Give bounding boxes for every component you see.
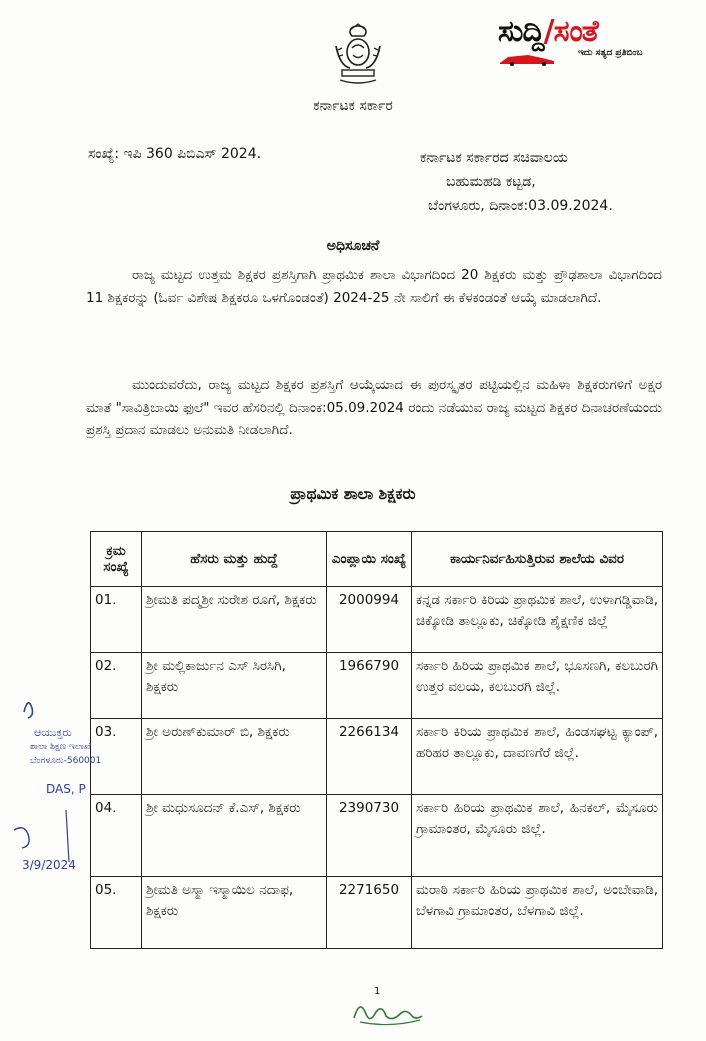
table-row (91, 587, 663, 653)
cell-school: ಸರ್ಕಾರಿ ಕಿರಿಯ ಪ್ರಾಥಮಿಕ ಶಾಲೆ, ಹಿಂಡಸಘಟ್ಟ ಕ್ಯಾಂಪ್, ಹರಿಹರ ತಾಲ್ಲೂಕು, ದಾವಣಗೆರೆ ಜಿಲ್ಲೆ. (412, 719, 663, 795)
notification-title: ಅಧಿಸೂಚನೆ (326, 238, 380, 254)
cell-school: ಕನ್ನಡ ಸರ್ಕಾರಿ ಕಿರಿಯ ಪ್ರಾಥಮಿಕ ಶಾಲೆ, ಉಳಾಗಡ್ಡಿವಾಡಿ, ಚಿಕ್ಕೋಡಿ ತಾಲ್ಲೂಕು, ಚಿಕ್ಕೋಡಿ ಶೈಕ್ಷಣಿಕ ಜಿಲ್ಲೆ (412, 587, 663, 653)
paragraph-award: ಮುಂದುವರೆದು, ರಾಜ್ಯ ಮಟ್ಟದ ಶಿಕ್ಷಕರ ಪ್ರಶಸ್ತಿಗೆ ಆಯ್ಕೆಯಾದ ಈ ಪುರಸ್ಕೃತರ ಪಟ್ಟಿಯಲ್ಲಿನ ಮಹಿಳಾ ಶಿಕ್ಷಕರುಗಳಿಗೆ ಅಕ್ಷರ ಮಾತೆ "ಸಾವಿತ್ರಿಬಾಯಿ ಫುಲೆ" ಇವರ ಹೆಸರಿನಲ್ಲಿ ದಿನಾಂಕ:05.09.2024 ರಂದು ನಡೆಯುವ ರಾಜ್ಯ ಮಟ್ಟದ ಶಿಕ್ಷಕರ ದಿನಾಚರಣೆಯಂದು ಪ್ರಶಸ್ತಿ ಪ್ರದಾನ ಮಾಡಲು ಅನುಮತಿ ನೀಡಲಾಗಿದೆ. (86, 377, 662, 438)
header-employee-id: ಎಂಪ್ಲಾಯಿ ಸಂಖ್ಯೆ (327, 532, 412, 587)
office-address (420, 146, 613, 218)
header-serial: ಕ್ರಮ ಸಂಖ್ಯೆ (91, 532, 142, 587)
logo-slash: / (543, 14, 554, 49)
paragraph-selection: ರಾಜ್ಯ ಮಟ್ಟದ ಉತ್ತಮ ಶಿಕ್ಷಕರ ಪ್ರಶಸ್ತಿಗಾಗಿ ಪ್ರಾಥಮಿಕ ಶಾಲಾ ವಿಭಾಗದಿಂದ 20 ಶಿಕ್ಷಕರು ಮತ್ತು ಪ್ರೌಢಶಾಲಾ ವಿಭಾಗದಿಂದ 11 ಶಿಕ್ಷಕರನ್ನು (ಓರ್ವ ವಿಶೇಷ ಶಿಕ್ಷಕರೂ ಒಳಗೊಂಡಂತೆ) 2024-25 ನೇ ಸಾಲಿಗೆ ಈ ಕೆಳಕಂಡಂತೆ ಆಯ್ಕೆ ಮಾಡಲಾಗಿದೆ. (86, 267, 662, 306)
header-name: ಹೆಸರು ಮತ್ತು ಹುದ್ದೆ (142, 532, 327, 587)
reference-number: ಸಂಖ್ಯೆ: ಇಪಿ 360 ಪಿಬಿಎಸ್ 2024. (88, 146, 262, 162)
table-row (91, 795, 663, 877)
awardee-table (90, 531, 663, 949)
logo-text-part1: ಸುದ್ದಿ (498, 14, 544, 49)
stamp-line3: ಬೆಂಗಳೂರು-560001 (30, 756, 102, 766)
section-title: ಪ್ರಾಥಮಿಕ ಶಾಲಾ ಶಿಕ್ಷಕರು (290, 485, 416, 503)
car-icon (498, 52, 558, 66)
table-row (91, 877, 663, 949)
cell-name: ಶ್ರೀ ಅರುಣ್‌ಕುಮಾರ್ ಬಿ, ಶಿಕ್ಷಕರು (142, 719, 327, 795)
cell-name: ಶ್ರೀ ಮಧುಸೂದನ್ ಕೆ.ಎಸ್, ಶಿಕ್ಷಕರು (142, 795, 327, 877)
cell-school: ಸರ್ಕಾರಿ ಹಿರಿಯ ಪ್ರಾಥಮಿಕ ಶಾಲೆ, ಹಿನಕಲ್, ಮೈಸೂರು ಗ್ರಾಮಾಂತರ, ಮೈಸೂರು ಜಿಲ್ಲೆ. (412, 795, 663, 877)
address-line3-date: ಬೆಂಗಳೂರು, ದಿನಾಂಕ:03.09.2024. (428, 198, 613, 214)
official-stamp (4, 690, 124, 890)
cell-serial: 03. (91, 719, 142, 795)
cell-employee-id: 2000994 (327, 587, 412, 653)
cell-name: ಶ್ರೀಮತಿ ಪದ್ಮಶ್ರೀ ಸುರೇಶ ರೂಗೆ, ಶಿಕ್ಷಕರು (142, 587, 327, 653)
header-school: ಕಾರ್ಯನಿರ್ವಹಿಸುತ್ತಿರುವ ಶಾಲೆಯ ವಿವರ (412, 532, 663, 587)
cell-serial: 01. (91, 587, 142, 653)
address-line2: ಬಹುಮಹಡಿ ಕಟ್ಟಡ, (446, 174, 536, 190)
signature-icon (350, 990, 430, 1030)
government-heading: ಕರ್ನಾಟಕ ಸರ್ಕಾರ (313, 98, 393, 114)
stamp-line1: ಆಯುಕ್ತರು (34, 726, 72, 739)
cell-employee-id: 2266134 (327, 719, 412, 795)
address-line1: ಕರ್ನಾಟಕ ಸರ್ಕಾರದ ಸಚಿವಾಲಯ (420, 150, 568, 166)
cell-serial: 02. (91, 653, 142, 719)
table-row (91, 653, 663, 719)
page-number: 1 (374, 986, 381, 997)
stamp-line4: DAS, P (46, 782, 86, 796)
cell-name: ಶ್ರೀಮತಿ ಅಸ್ಮಾ ಇಸ್ಮಾಯಿಲ ನದಾಫ, ಶಿಕ್ಷಕರು (142, 877, 327, 949)
stamp-line2: ಶಾಲಾ ಶಿಕ್ಷಣ ಇಲಾಖೆ (30, 742, 91, 752)
cell-school: ಮರಾಠಿ ಸರ್ಕಾರಿ ಹಿರಿಯ ಪ್ರಾಥಮಿಕ ಶಾಲೆ, ಅಂಬೇವಾಡಿ, ಬೆಳಗಾವಿ ಗ್ರಾಮಾಂತರ, ಬೆಳಗಾವಿ ಜಿಲ್ಲೆ. (412, 877, 663, 949)
cell-serial: 05. (91, 877, 142, 949)
cell-school: ಸರ್ಕಾರಿ ಹಿರಿಯ ಪ್ರಾಥಮಿಕ ಶಾಲೆ, ಭೂಸಣಗಿ, ಕಲಬುರಗಿ ಉತ್ತರ ವಲಯ, ಕಲಬುರಗಿ ಜಿಲ್ಲೆ. (412, 653, 663, 719)
logo-tagline: ಇದು ಸತ್ಯದ ಪ್ರತಿಬಿಂಬ (578, 48, 643, 58)
cell-name: ಶ್ರೀ ಮಲ್ಲಿಕಾರ್ಜುನ ಎಸ್ ಸಿರಸಿಗಿ, ಶಿಕ್ಷಕರು (142, 653, 327, 719)
cell-serial: 04. (91, 795, 142, 877)
news-brand-logo (498, 14, 698, 70)
logo-text-part2: ಸಂತೆ (553, 14, 598, 49)
table-row (91, 719, 663, 795)
cell-employee-id: 2390730 (327, 795, 412, 877)
cell-employee-id: 2271650 (327, 877, 412, 949)
stamp-date: 3/9/2024 (22, 858, 76, 872)
table-header-row (91, 532, 663, 587)
cell-employee-id: 1966790 (327, 653, 412, 719)
state-emblem-icon (330, 22, 386, 88)
